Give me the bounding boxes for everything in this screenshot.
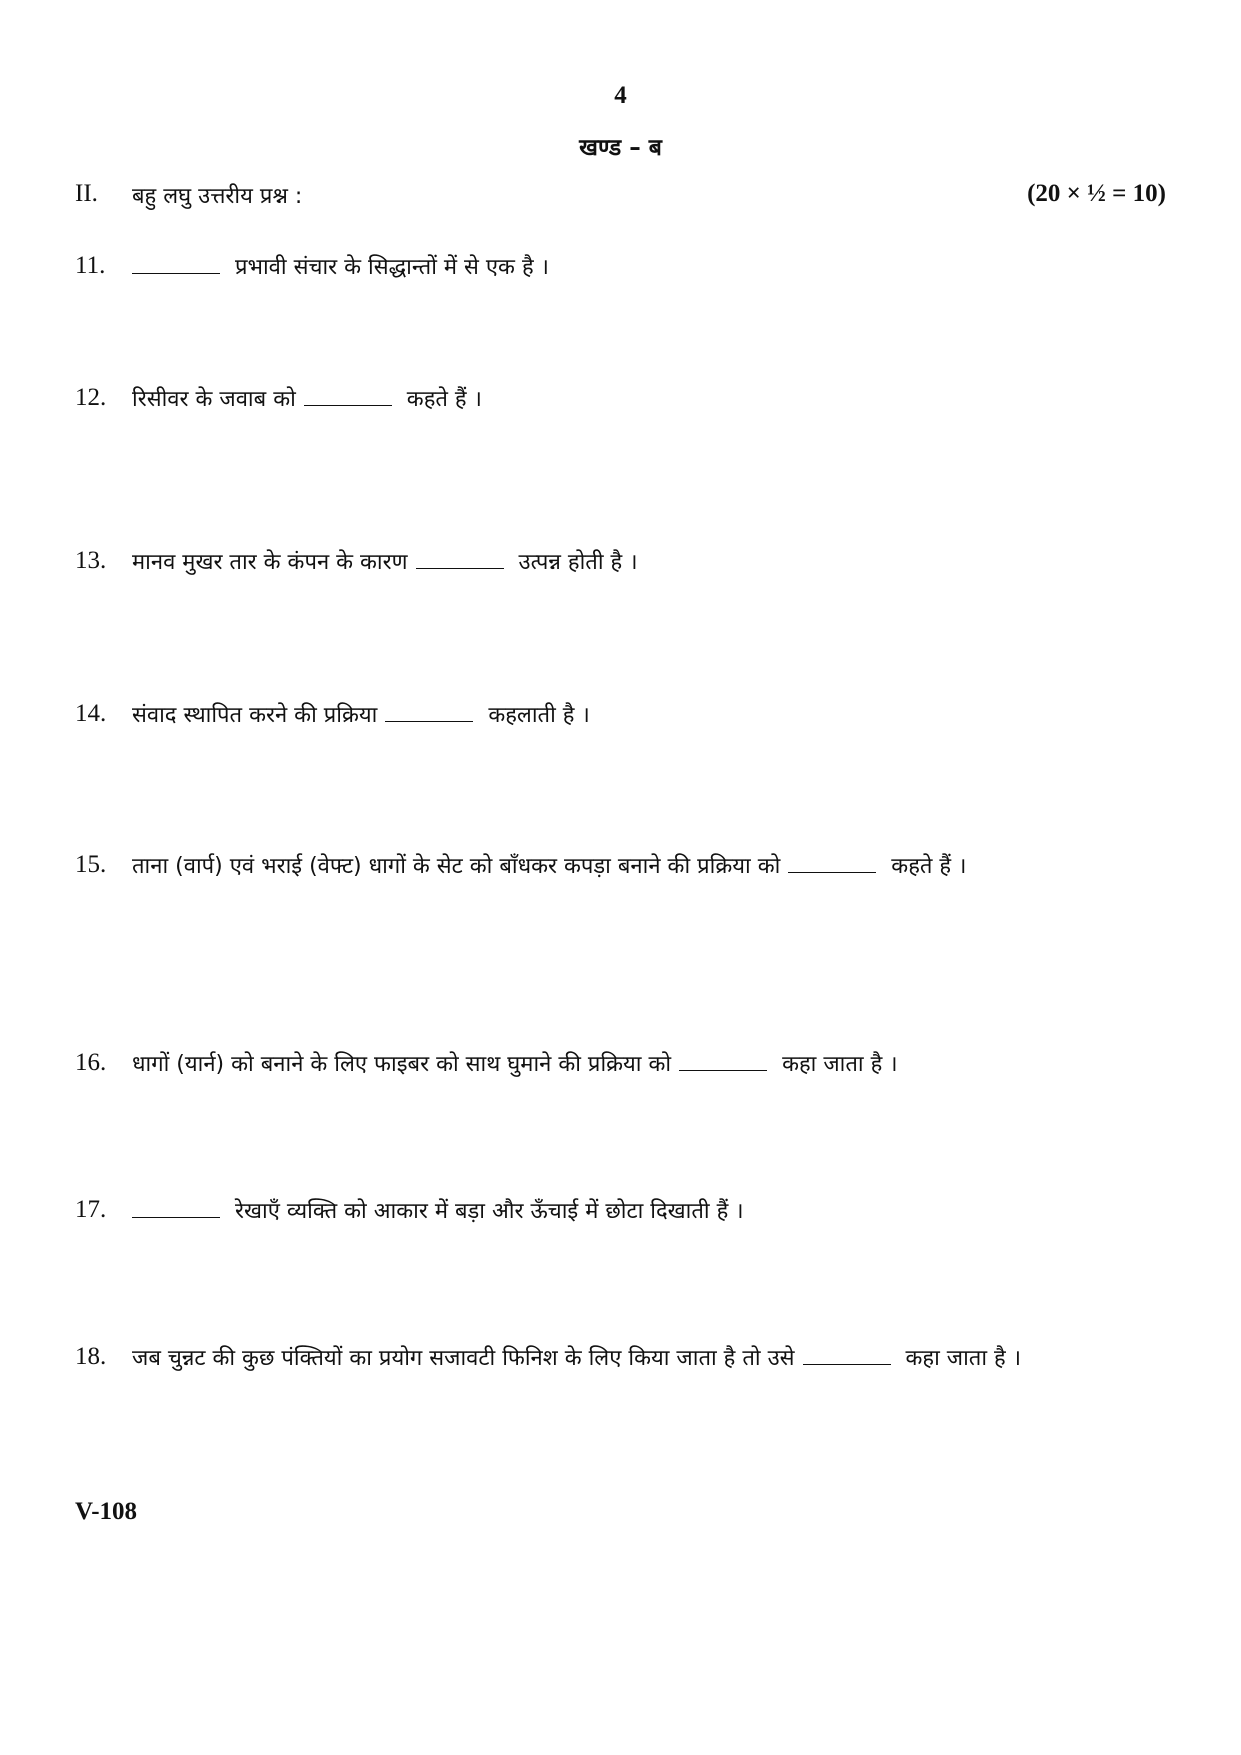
question-number: 13.	[75, 547, 107, 574]
answer-blank	[679, 1054, 767, 1071]
question-number: 16.	[75, 1049, 107, 1076]
answer-blank	[304, 389, 392, 406]
answer-blank	[132, 1201, 220, 1218]
question-text-before: रिसीवर के जवाब को	[132, 387, 296, 412]
question-text	[132, 1331, 1122, 1387]
question-text-after: कहते हैं ।	[406, 387, 482, 412]
question-text-after: कहलाती है ।	[488, 703, 590, 728]
paper-code: V-108	[75, 1498, 138, 1525]
question-number: 18.	[75, 1343, 107, 1370]
question-text-before: मानव मुखर तार के कंपन के कारण	[132, 550, 408, 575]
section-title: खण्ड – ब	[579, 135, 662, 161]
question-text	[132, 1184, 1122, 1240]
question-text-after: कहते हैं ।	[891, 854, 967, 879]
question-text-before: ताना (वार्प) एवं भराई (वेफ्ट) धागों के सेट को बाँधकर कपड़ा बनाने की प्रक्रिया को	[132, 854, 781, 879]
page-number: 4	[614, 82, 627, 109]
question-text-before: धागों (यार्न) को बनाने के लिए फाइबर को साथ घुमाने की प्रक्रिया को	[132, 1052, 672, 1077]
question-text-after: कहा जाता है ।	[905, 1346, 1022, 1371]
question-number: 15.	[75, 851, 107, 878]
question-number: 12.	[75, 384, 107, 411]
question-number: 17.	[75, 1196, 107, 1223]
question-number: 14.	[75, 700, 107, 727]
question-text-after: प्रभावी संचार के सिद्धान्तों में से एक है ।	[235, 255, 549, 280]
question-text-after: रेखाएँ व्यक्ति को आकार में बड़ा और ऊँचाई में छोटा दिखाती हैं ।	[235, 1199, 744, 1224]
answer-blank	[788, 856, 876, 873]
answer-blank	[385, 705, 473, 722]
question-text	[132, 535, 1122, 591]
section-marks: (20 × ½ = 10)	[1027, 180, 1166, 207]
question-text-after: कहा जाता है ।	[782, 1052, 898, 1077]
section-header	[75, 180, 1166, 214]
question-text	[132, 688, 1122, 744]
question-number: 11.	[75, 252, 106, 279]
question-text-after: उत्पन्न होती है ।	[518, 550, 638, 575]
answer-blank	[803, 1348, 891, 1365]
section-label: बहु लघु उत्तरीय प्रश्न :	[132, 184, 303, 209]
answer-blank	[416, 552, 504, 569]
answer-blank	[132, 257, 220, 274]
question-text	[132, 372, 1122, 428]
question-text	[132, 1037, 1122, 1093]
question-text-before: संवाद स्थापित करने की प्रक्रिया	[132, 703, 378, 728]
question-text-before: जब चुन्नट की कुछ पंक्तियों का प्रयोग सजावटी फिनिश के लिए किया जाता है तो उसे	[132, 1346, 795, 1371]
question-text	[132, 240, 1122, 296]
section-roman-numeral: II.	[75, 180, 98, 207]
question-text	[132, 839, 1122, 895]
